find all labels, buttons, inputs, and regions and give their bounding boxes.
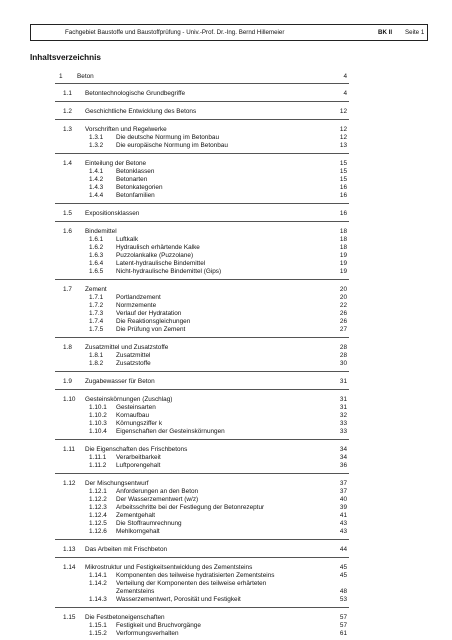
toc-entry-page: 12 [339,126,347,134]
toc-entry-page: 34 [339,445,347,453]
toc-entry-page: 39 [339,504,347,512]
toc-entry-title: Zementgehalt [116,512,156,520]
toc-entry-page: 53 [339,596,347,604]
toc-entry[interactable] [0,88,452,99]
toc-entry-page: 33 [339,420,347,428]
toc-entry-number: 1.10.1 [89,403,107,411]
toc-entry-title: Arbeitsschritte bei der Festlegung der Betonrezeptur [116,504,265,512]
toc-entry-number: 1.13 [63,546,76,554]
section-divider [55,539,349,540]
toc-entry-page: 15 [339,160,347,167]
toc-entry-title: Zugabewasser für Beton [85,378,155,386]
toc-entry-number: 1.4.1 [89,168,104,176]
toc-entry-title: Wasserzementwert, Porosität und Festigkeit [116,596,241,604]
toc-entry-title: Die Festbetoneigenschaften [85,613,165,621]
toc-entry[interactable] [0,628,452,639]
toc-entry-number: 1.10.3 [89,420,107,428]
toc-entry[interactable] [0,594,452,605]
page-header [30,24,428,41]
toc-entry-number: 1.12.2 [89,496,107,503]
toc-entry-page: 16 [339,192,347,200]
toc-entry-number: 1.12.3 [89,504,107,512]
toc-entry-title: Körnungsziffer k [116,420,163,428]
toc-entry-title: Die Eigenschaften des Frischbetons [85,445,188,453]
toc-entry-page: 33 [339,428,347,436]
toc-entry-page: 16 [339,210,347,218]
section-divider [55,221,349,222]
toc-entry[interactable] [0,526,452,537]
toc-entry-number: 1.12.4 [89,512,107,520]
toc-entry-title: Gesteinskörnungen (Zuschlag) [85,395,173,403]
toc-entry-page: 57 [339,622,347,629]
toc-entry-number: 1.12.5 [89,520,107,528]
toc-entry-number: 1.3 [63,126,72,134]
toc-entry-number: 1.5 [63,210,72,218]
toc-entry-title: Portlandzement [116,294,161,302]
header-institution: Fachgebiet Baustoffe und Baustoffprüfung - Univ.-Prof. Dr.-Ing. Bernd Hillemeier [65,29,285,36]
toc-entry-title: Das Arbeiten mit Frischbeton [85,546,168,554]
toc-entry-number: 1.11 [63,445,75,453]
toc-entry[interactable] [0,376,452,387]
toc-entry[interactable] [0,544,452,555]
toc-entry-title: Hydraulisch erhärtende Kalke [116,244,200,251]
section-divider [55,101,349,102]
toc-entry-page: 43 [339,520,347,528]
toc-entry-page: 27 [339,326,347,334]
toc-entry-page: 12 [339,108,347,116]
section-divider [55,279,349,280]
toc-entry-title: Zementsteins [116,588,155,596]
toc-entry-title: Der Wasserzementwert (w/z) [116,496,199,503]
toc-entry-title: Vorschriften und Regelwerke [85,126,167,134]
section-divider [55,83,349,84]
toc-entry[interactable] [0,358,452,369]
toc-entry[interactable] [0,266,452,277]
toc-entry-page: 45 [339,571,347,579]
toc-entry-page: 4 [343,72,347,80]
toc-entry-number: 1.8.1 [89,352,104,360]
toc-entry-number: 1.12.6 [89,528,107,536]
toc-entry-page: 12 [339,134,347,142]
toc-entry-title: Die Reaktionsgleichungen [116,318,191,326]
toc-entry-title: Komponenten des teilweise hydratisierten Zementsteins [116,571,275,579]
toc-entry-number: 1 [59,72,63,80]
toc-entry-page: 44 [339,546,347,554]
toc-entry-number: 1.1 [63,90,72,98]
toc-entry-page: 40 [339,496,347,503]
toc-entry-title: Einteilung der Betone [85,160,147,167]
toc-entry-page: 19 [339,252,347,260]
toc-entry-page: 31 [339,395,347,403]
toc-entry-title: Mikrostruktur und Festigkeitsentwicklung des Zementsteins [85,563,253,571]
toc-entry-page: 31 [339,403,347,411]
toc-entry-title: Verformungsverhalten [116,630,179,638]
toc-entry-page: 34 [339,454,347,461]
toc-entry-number: 1.3.1 [89,134,104,142]
toc-entry-number: 1.7.4 [89,318,104,326]
toc-entry-page: 4 [343,90,347,98]
toc-entry-title: Mehlkorngehalt [116,528,160,536]
toc-entry-number: 1.7 [63,286,72,293]
toc-entry-title: Normzemente [116,302,157,310]
toc-entry-title: Kornaufbau [116,412,150,419]
toc-title: Inhaltsverzeichnis [30,53,101,62]
section-divider [55,389,349,390]
toc-entry-number: 1.14.1 [89,571,107,579]
toc-entry-title: Die Prüfung von Zement [116,326,186,334]
section-divider [55,337,349,338]
toc-entry-title: Die europäische Normung im Betonbau [116,142,228,150]
toc-entry-title: Gesteinsarten [116,403,156,411]
toc-entry-page: 19 [339,260,347,268]
toc-entry[interactable] [0,208,452,219]
toc-entry-number: 1.2 [63,108,72,116]
toc-entry-number: 1.10.4 [89,428,107,436]
toc-entry-number: 1.15.1 [89,622,107,629]
toc-entry-title: Zusatzmittel und Zusatzstoffe [85,344,169,352]
toc-entry-title: Die deutsche Normung im Betonbau [116,134,220,142]
toc-entry-page: 37 [339,487,347,495]
toc-entry-title: Luftkalk [116,235,139,243]
section-divider [55,371,349,372]
toc-entry-title: Bindemittel [85,227,117,235]
header-page-number: Seite 1 [405,29,425,36]
toc-entry-number: 1.14 [63,563,76,571]
toc-entry-page: 20 [339,286,347,293]
section-divider [55,203,349,204]
toc-entry-number: 1.6.4 [89,260,104,268]
toc-entry-page: 26 [339,310,347,318]
toc-entry-page: 18 [339,227,347,235]
toc-entry-number: 1.7.5 [89,326,104,334]
toc-entry-page: 31 [339,378,347,386]
toc-entry-title: Die Stoffraumrechnung [116,520,182,528]
toc-entry-number: 1.7.2 [89,302,104,310]
toc-entry[interactable] [0,460,452,471]
toc-entry-number: 1.6.5 [89,268,104,276]
toc-entry-title: Betontechnologische Grundbegriffe [85,90,186,98]
toc-entry-page: 48 [339,588,347,596]
toc-entry-number: 1.11.1 [89,454,107,461]
toc-entry-title: Zement [85,286,107,293]
toc-entry-page: 37 [339,479,347,487]
toc-entry[interactable] [0,426,452,437]
header-course-code: BK II [378,29,393,36]
toc-entry-number: 1.10.2 [89,412,107,419]
toc-entry-page: 18 [339,244,347,251]
toc-entry-title: Zusatzmittel [116,352,151,360]
toc-entry-page: 20 [339,294,347,302]
toc-entry-title: Betonarten [116,176,148,184]
toc-entry-number: 1.6.2 [89,244,104,251]
section-divider [55,153,349,154]
section-divider [55,119,349,120]
toc-entry-page: 43 [339,528,347,536]
toc-entry-title: Festigkeit und Bruchvorgänge [116,622,201,629]
toc-entry-number: 1.7.1 [89,294,104,302]
toc-entry[interactable] [0,106,452,117]
toc-entry-title: Verarbeitbarkeit [116,454,161,461]
section-divider [55,439,349,440]
toc-entry-page: 36 [339,462,347,470]
toc-entry-page: 28 [339,352,347,360]
toc-entry-number: 1.12.1 [89,487,107,495]
section-divider [55,607,349,608]
toc-entry-page: 18 [339,235,347,243]
toc-entry[interactable] [0,71,452,82]
toc-entry-page: 30 [339,360,347,368]
toc-entry-title: Nicht-hydraulische Bindemittel (Gips) [116,268,222,276]
toc-entry-page: 15 [339,176,347,184]
toc-entry-page: 15 [339,168,347,176]
toc-entry-number: 1.7.3 [89,310,104,318]
section-divider [55,557,349,558]
toc-entry-page: 57 [339,613,347,621]
toc-entry-page: 45 [339,563,347,571]
toc-entry-number: 1.15 [63,613,76,621]
section-divider [55,473,349,474]
toc-entry-title: Puzzolankalke (Puzzolane) [116,252,194,260]
toc-entry-page: 16 [339,184,347,192]
toc-entry-title: Betonfamilien [116,192,155,200]
toc-entry-number: 1.9 [63,378,72,386]
toc-entry-page: 41 [339,512,347,520]
toc-entry-number: 1.8 [63,344,72,352]
toc-entry-title: Betonkategorien [116,184,163,192]
toc-entry-title: Latent-hydraulische Bindemittel [116,260,206,268]
toc-entry-number: 1.8.2 [89,360,104,368]
toc-entry-title: Luftporengehalt [116,462,161,470]
toc-entry-page: 22 [339,302,347,310]
toc-entry-number: 1.6.1 [89,235,104,243]
toc-entry-title: Verlauf der Hydratation [116,310,182,318]
toc-entry-number: 1.14.2 [89,580,107,587]
toc-entry[interactable] [0,324,452,335]
toc-entry-page: 61 [339,630,347,638]
toc-entry-page: 32 [339,412,347,419]
toc-entry-number: 1.3.2 [89,142,104,150]
toc-entry-number: 1.15.2 [89,630,107,638]
toc-entry-number: 1.6 [63,227,72,235]
toc-entry-number: 1.4.3 [89,184,104,192]
toc-entry-number: 1.4.2 [89,176,104,184]
toc-entry-title: Expositionsklassen [85,210,140,218]
toc-entry-number: 1.4 [63,160,72,167]
toc-entry-number: 1.4.4 [89,192,104,200]
toc-entry-title: Der Mischungsentwurf [85,479,149,487]
toc-entry-title: Beton [77,72,94,80]
toc-entry-number: 1.12 [63,479,76,487]
toc-entry-title: Geschichtliche Entwicklung des Betons [85,108,197,116]
toc-entry-page: 13 [339,142,347,150]
toc-entry-number: 1.6.3 [89,252,104,260]
toc-entry[interactable] [0,140,452,151]
toc-entry-title: Betonklassen [116,168,155,176]
toc-entry-title: Eigenschaften der Gesteinskörnungen [116,428,225,436]
toc-entry-title: Zusatzstoffe [116,360,151,368]
toc-entry-number: 1.14.3 [89,596,107,604]
toc-entry-title: Anforderungen an den Beton [116,487,199,495]
toc-entry-page: 19 [339,268,347,276]
toc-entry-number: 1.11.2 [89,462,107,470]
toc-entry-page: 26 [339,318,347,326]
toc-entry-title: Verteilung der Komponenten des teilweise erhärteten [116,580,267,587]
toc-entry[interactable] [0,190,452,201]
toc-entry-number: 1.10 [63,395,76,403]
toc-entry-page: 28 [339,344,347,352]
